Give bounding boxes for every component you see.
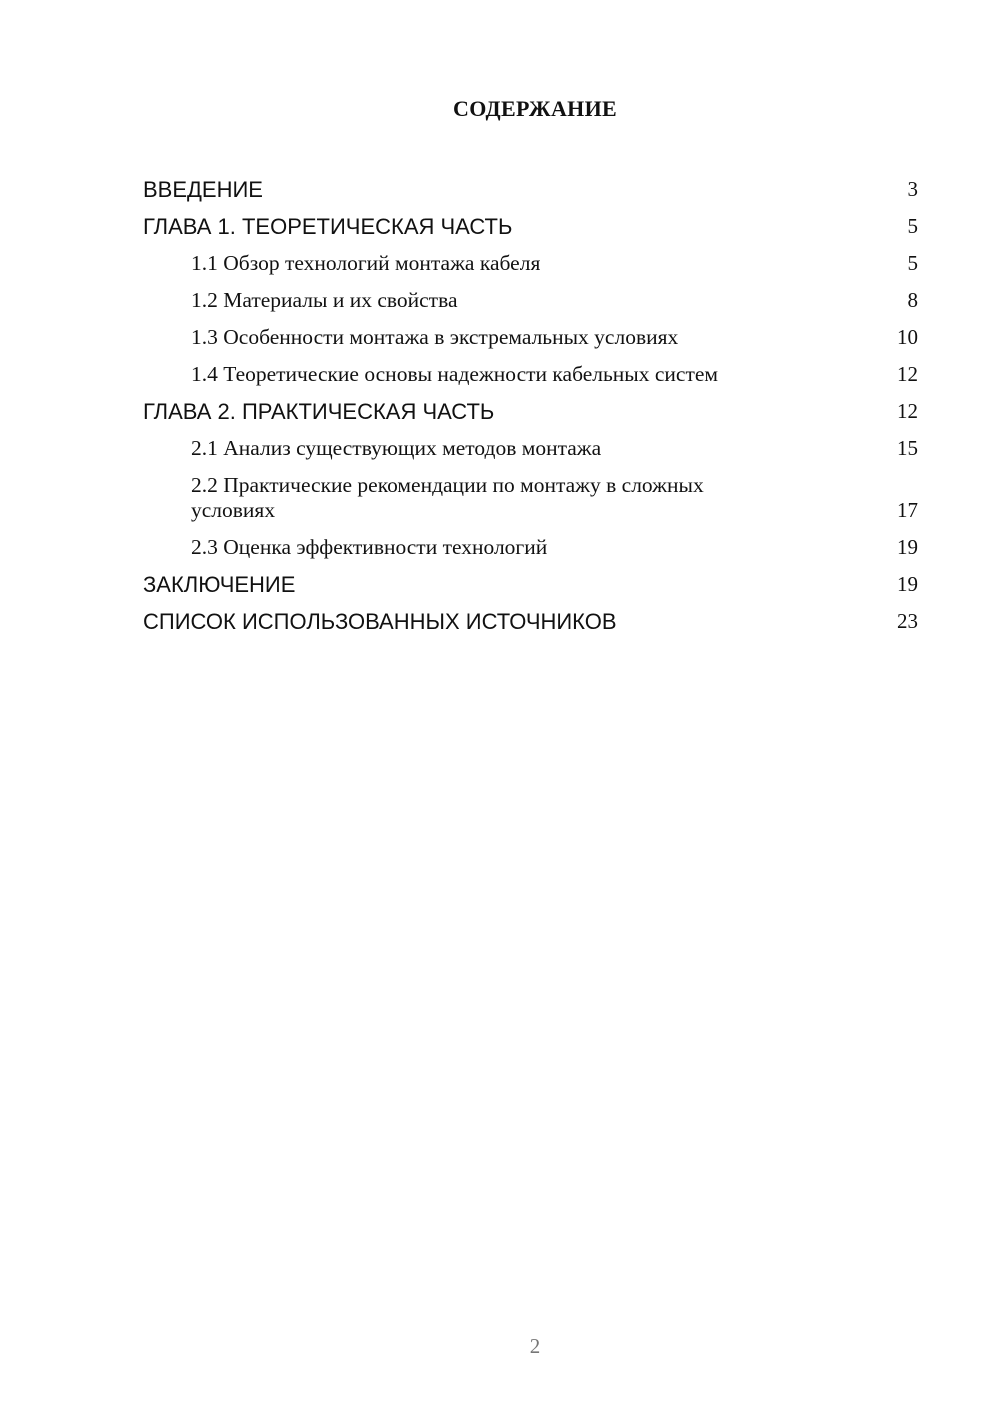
toc-entry-title: 1.1 Обзор технологий монтажа кабеля [191,251,541,275]
toc-entry-title: СПИСОК ИСПОЛЬЗОВАННЫХ ИСТОЧНИКОВ [143,609,617,634]
toc-entry-page: 17 [897,498,918,522]
toc-entry-title: 2.1 Анализ существующих методов монтажа [191,436,602,460]
toc-entry-section-1-3[interactable] [143,313,918,350]
toc-entry-section-1-4[interactable] [143,350,918,387]
toc-entry-page: 5 [907,251,918,275]
page-number: 2 [529,1334,541,1358]
toc-entry-section-1-1[interactable] [143,239,918,276]
toc-entry-title: ГЛАВА 2. ПРАКТИЧЕСКАЯ ЧАСТЬ [143,399,495,424]
toc-entry-page: 5 [907,214,918,238]
toc-entry-page: 12 [897,362,918,386]
toc-entry-page: 8 [907,288,918,312]
toc-entry-title: ГЛАВА 1. ТЕОРЕТИЧЕСКАЯ ЧАСТЬ [143,214,513,239]
toc-heading: СОДЕРЖАНИЕ [453,96,617,121]
toc-entry-title: 1.2 Материалы и их свойства [191,288,458,312]
toc-entry-title: ЗАКЛЮЧЕНИЕ [143,572,296,597]
toc-entry-page: 19 [897,572,918,596]
toc-entry-page: 23 [897,609,918,633]
toc-entry-section-1-2[interactable] [143,276,918,313]
toc-entry-title: 2.3 Оценка эффективности технологий [191,535,548,559]
toc-entry-title: 1.3 Особенности монтажа в экстремальных условиях [191,325,679,349]
toc-entry-page: 19 [897,535,918,559]
toc-entry-title: ВВЕДЕНИЕ [143,177,263,202]
toc-entry-conclusion[interactable] [143,560,918,597]
toc-entry-introduction[interactable] [143,165,918,202]
toc-entry-chapter-2[interactable] [143,387,918,424]
toc-entry-page: 10 [897,325,918,349]
toc-entry-page: 3 [907,177,918,201]
table-of-contents [143,165,918,634]
toc-entry-title: 2.2 Практические рекомендации по монтажу в сложных условиях [191,473,704,522]
toc-entry-references[interactable] [143,597,918,634]
toc-entry-chapter-1[interactable] [143,202,918,239]
toc-entry-section-2-3[interactable] [143,523,918,560]
toc-entry-section-2-2[interactable] [143,461,918,523]
toc-entry-section-2-1[interactable] [143,424,918,461]
toc-entry-page: 15 [897,436,918,460]
toc-entry-title: 1.4 Теоретические основы надежности кабельных систем [191,362,719,386]
toc-entry-page: 12 [897,399,918,423]
